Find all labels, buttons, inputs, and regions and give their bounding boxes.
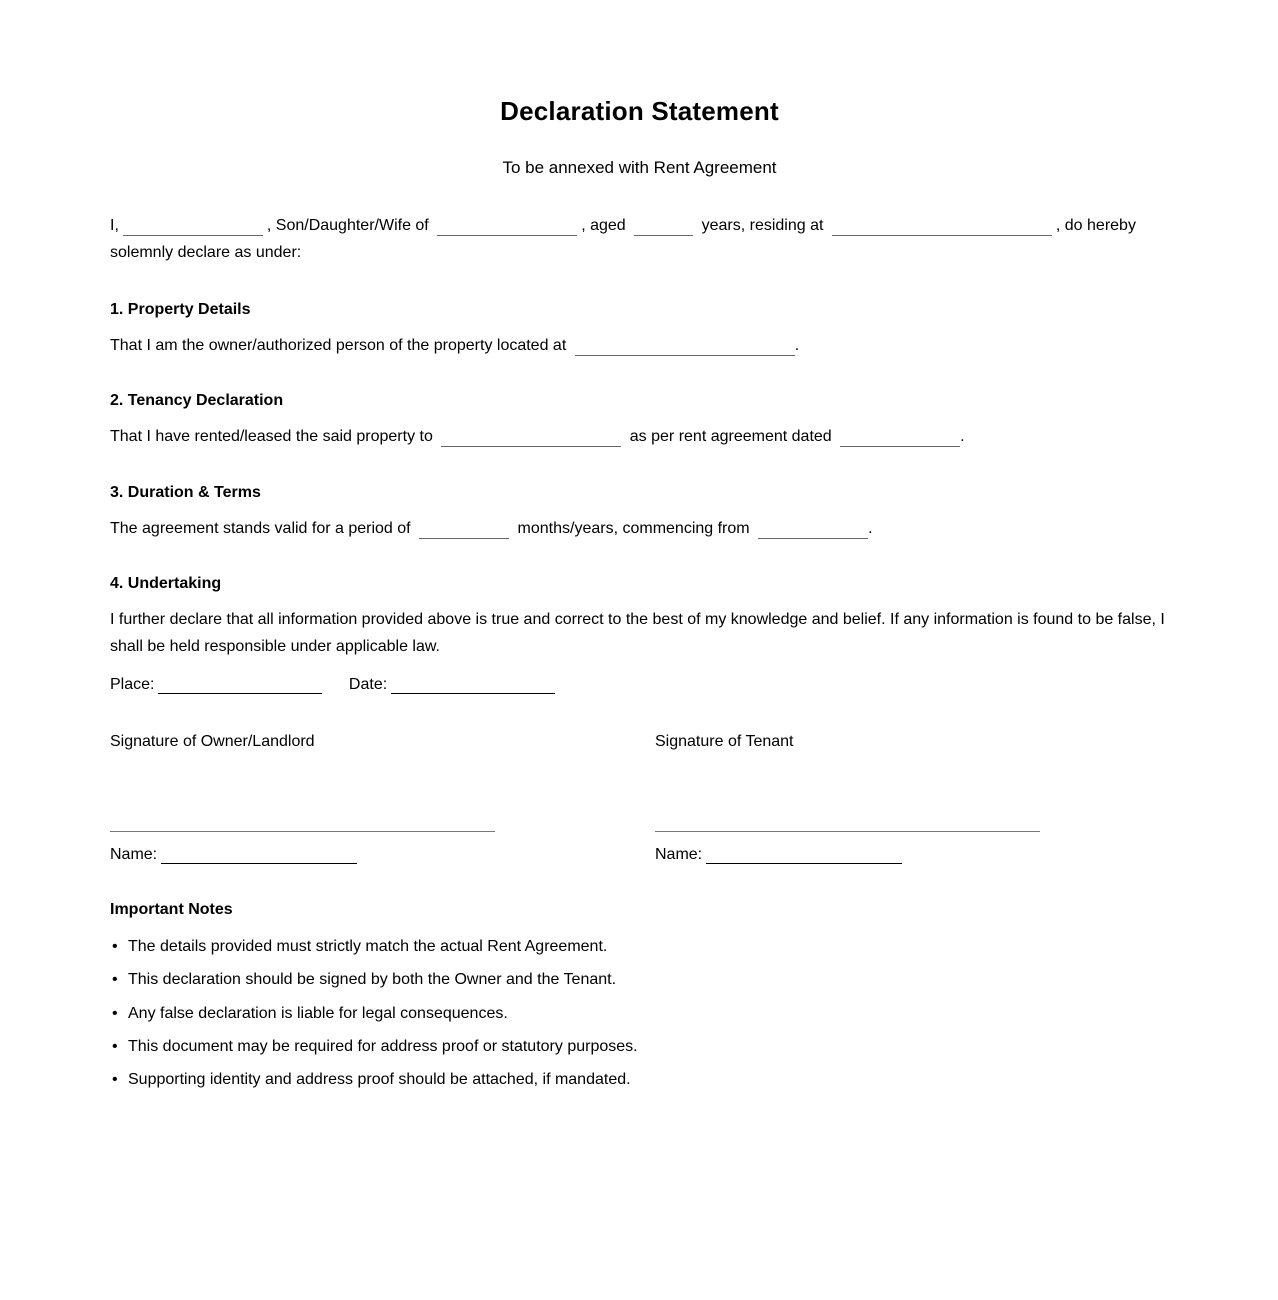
tenant-signature-label: Signature of Tenant	[655, 733, 794, 750]
declarant-name-field[interactable]	[123, 215, 263, 236]
period-field[interactable]	[419, 518, 509, 539]
tenant-signature-line[interactable]	[655, 831, 1040, 832]
note-text: Supporting identity and address proof should be attached, if mandated.	[128, 1071, 631, 1089]
document-subtitle: To be annexed with Rent Agreement	[502, 158, 777, 177]
note-item	[110, 1069, 638, 1102]
section-heading-duration-terms: 3. Duration & Terms	[110, 484, 261, 501]
agreement-date-field[interactable]	[840, 426, 960, 447]
owner-name-label: Name:	[110, 846, 158, 863]
section-text: .	[960, 428, 965, 445]
place-label: Place:	[110, 676, 155, 693]
tenancy-declaration-paragraph	[110, 423, 1170, 450]
bullet-icon: •	[112, 1071, 118, 1089]
note-item	[110, 969, 638, 1002]
intro-text: solemnly declare as under:	[110, 244, 302, 261]
note-text: This document may be required for address proof or statutory purposes.	[128, 1037, 638, 1055]
owner-signature-line[interactable]	[110, 831, 495, 832]
place-date-row	[110, 671, 1170, 698]
intro-text: , aged	[581, 217, 626, 234]
section-text: .	[868, 520, 873, 537]
duration-terms-paragraph	[110, 515, 1170, 542]
note-item	[110, 936, 638, 969]
owner-signature-label: Signature of Owner/Landlord	[110, 733, 315, 750]
tenant-name-row	[655, 845, 902, 864]
intro-text: , Son/Daughter/Wife of	[266, 217, 429, 234]
note-item	[110, 1036, 638, 1069]
bullet-icon: •	[112, 1037, 118, 1055]
intro-text: , do hereby	[1055, 217, 1136, 234]
owner-name-field[interactable]	[161, 845, 357, 864]
bullet-icon: •	[112, 1004, 118, 1022]
section-text: as per rent agreement dated	[629, 428, 832, 445]
note-item	[110, 1003, 638, 1036]
tenant-signature-block	[655, 733, 1041, 873]
date-label: Date:	[348, 676, 388, 693]
tenant-name-field[interactable]	[441, 426, 621, 447]
age-field[interactable]	[634, 215, 693, 236]
notes-heading: Important Notes	[110, 901, 233, 918]
section-heading-property-details: 1. Property Details	[110, 301, 251, 318]
document-title: Declaration Statement	[500, 96, 779, 126]
tenant-name-label: Name:	[655, 846, 703, 863]
property-location-field[interactable]	[575, 335, 795, 356]
owner-signature-block	[110, 733, 496, 873]
owner-name-row	[110, 845, 357, 864]
bullet-icon: •	[112, 971, 118, 989]
property-details-paragraph	[110, 332, 1170, 359]
residence-address-field[interactable]	[832, 215, 1052, 236]
note-text: Any false declaration is liable for legal consequences.	[128, 1004, 508, 1022]
intro-text: I,	[110, 217, 119, 234]
commencement-date-field[interactable]	[758, 518, 868, 539]
bullet-icon: •	[112, 938, 118, 955]
note-text: This declaration should be signed by both the Owner and the Tenant.	[128, 971, 617, 989]
section-text: The agreement stands valid for a period of	[110, 520, 411, 537]
section-text: That I have rented/leased the said property to	[110, 428, 433, 445]
section-text: months/years, commencing from	[517, 520, 750, 537]
tenant-name-field[interactable]	[706, 845, 902, 864]
intro-text: years, residing at	[701, 217, 824, 234]
section-text: That I am the owner/authorized person of the property located at	[110, 337, 567, 354]
relation-name-field[interactable]	[437, 215, 577, 236]
notes-list	[110, 936, 638, 1102]
section-heading-tenancy-declaration: 2. Tenancy Declaration	[110, 392, 284, 409]
place-field[interactable]	[158, 675, 322, 694]
undertaking-paragraph: I further declare that all information provided above is true and correct to the best of my knowledge and belief. If any information is found to be false, I shall be held responsible under applicable law.	[110, 611, 1165, 655]
date-field[interactable]	[391, 675, 555, 694]
intro-paragraph	[110, 212, 1170, 266]
section-heading-undertaking: 4. Undertaking	[110, 575, 222, 592]
section-text: .	[794, 337, 800, 354]
note-text: The details provided must strictly match the actual Rent Agreement.	[128, 938, 608, 955]
